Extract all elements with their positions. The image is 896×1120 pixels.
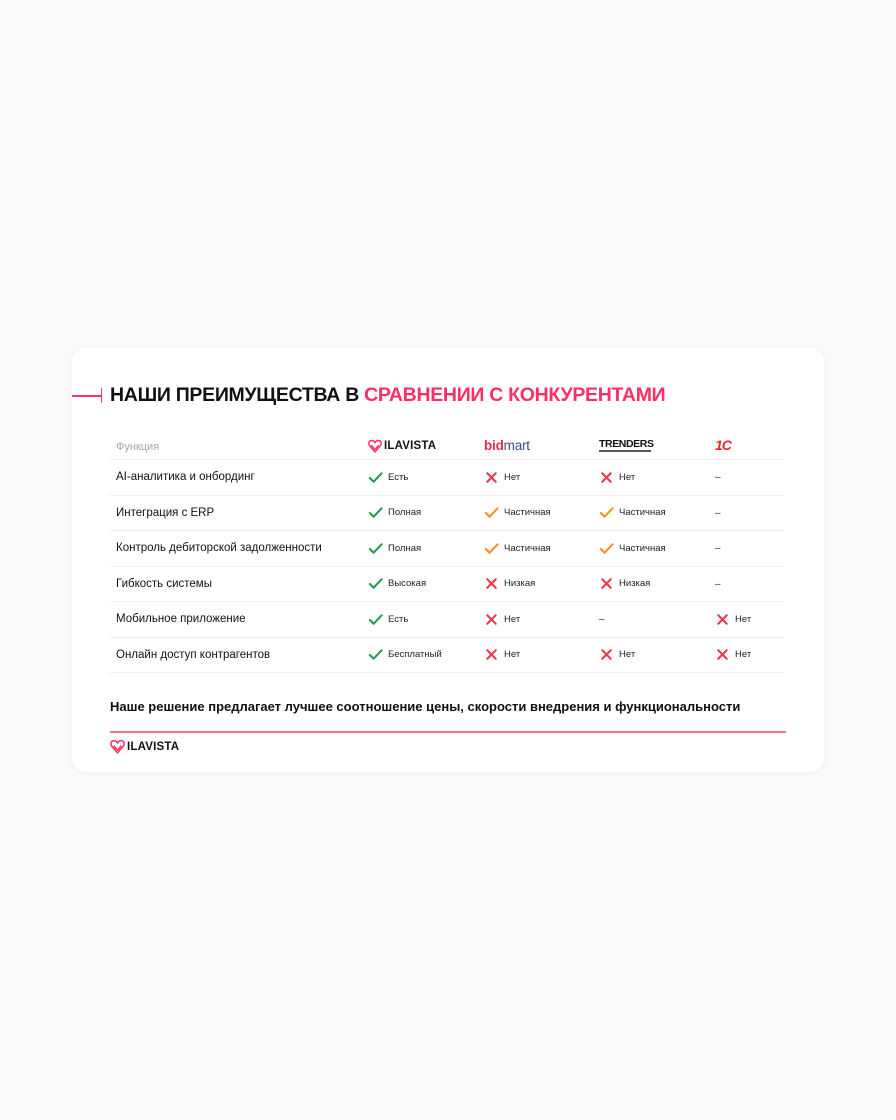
partial-check-icon [484,505,504,520]
status-value [484,576,599,591]
value-cell [484,637,599,673]
status-value [599,541,715,556]
value-cell [368,637,484,673]
trenders-name: TRENDERS [599,437,654,450]
status-value [368,541,484,556]
status-value [599,576,715,591]
trenders-logo [599,439,715,453]
status-text: Нет [619,471,636,483]
value-cell [484,531,599,567]
value-cell [715,637,784,673]
trenders-underline [599,450,651,452]
status-text: Нет [504,471,521,483]
feature-cell: Гибкость системы [110,566,368,602]
status-text: Низкая [504,578,536,590]
status-text: Нет [619,649,636,661]
cross-icon [484,470,504,485]
value-cell [368,566,484,602]
value-cell [599,602,715,638]
status-value [484,647,599,662]
bidmart-name-part1: bid [484,437,504,453]
check-icon [368,470,388,485]
value-cell [599,460,715,496]
status-text: Нет [504,613,521,625]
footer-brand [110,739,179,754]
table-row [110,602,784,638]
value-cell [368,602,484,638]
cross-icon [484,647,504,662]
status-text: Частичная [504,542,551,554]
value-cell [599,531,715,567]
table-row [110,531,784,567]
value-cell [599,495,715,531]
ilavista-name: ILAVISTA [384,439,437,452]
value-cell [368,495,484,531]
check-icon [368,647,388,662]
value-cell [484,566,599,602]
heart-icon [110,739,125,754]
value-cell [715,602,784,638]
dash-mark: – [715,578,721,590]
ilavista-logo [368,439,484,453]
value-cell [484,495,599,531]
status-value [484,612,599,627]
status-text: Нет [504,649,521,661]
status-value [484,505,599,520]
status-text: Частичная [619,507,666,519]
title-row [72,380,824,412]
function-column-header [110,432,368,460]
value-cell [715,531,784,567]
partial-check-icon [484,541,504,556]
table-body [110,460,784,673]
table-row [110,566,784,602]
page-title [110,384,665,407]
dash-mark: – [715,472,721,484]
status-value [368,470,484,485]
bidmart-name-part2: mart [503,437,530,453]
status-value [368,505,484,520]
status-text: Нет [735,613,752,625]
table-row [110,495,784,531]
status-text: Полная [388,542,422,554]
cross-icon [715,612,735,627]
cross-icon [599,576,619,591]
title-accent: СРАВНЕНИИ С КОНКУРЕНТАМИ [364,384,666,406]
status-text: Есть [388,471,409,483]
check-icon [368,612,388,627]
value-cell [484,602,599,638]
status-value [599,505,715,520]
1c-logo: 1С [715,436,731,453]
status-value [599,647,715,662]
check-icon [368,576,388,591]
check-icon [368,505,388,520]
value-cell [368,460,484,496]
value-cell [484,460,599,496]
status-value [715,612,784,627]
1c-column-header [715,432,784,460]
trenders-column-header [599,432,715,460]
partial-check-icon [599,505,619,520]
status-value [599,470,715,485]
function-header-label: Функция [116,440,160,453]
feature-cell: Онлайн доступ контрагентов [110,637,368,673]
status-text: Нет [735,649,752,661]
dash-mark: – [715,507,721,519]
cross-icon [715,647,735,662]
status-value [368,647,484,662]
dash-mark: – [715,543,721,555]
value-cell [715,566,784,602]
title-marker [72,395,102,397]
value-cell [599,566,715,602]
footer-logo [110,739,179,754]
status-text: Частичная [504,507,551,519]
cross-icon [599,470,619,485]
status-value [484,541,599,556]
status-text: Низкая [619,578,651,590]
feature-cell: Интеграция с ERP [110,495,368,531]
cross-icon [484,612,504,627]
cross-icon [599,647,619,662]
status-text: Полная [388,507,422,519]
status-text: Частичная [619,542,666,554]
heart-icon [368,439,382,453]
status-text: Высокая [388,578,427,590]
title-main: НАШИ ПРЕИМУЩЕСТВА В [110,384,365,406]
dash-mark: – [599,614,605,626]
status-value [368,612,484,627]
summary-text: Наше решение предлагает лучшее соотношение цены, скорости внедрения и функциональности [110,699,741,714]
partial-check-icon [599,541,619,556]
comparison-table [110,432,784,673]
summary-divider [110,731,786,733]
bidmart-logo [484,438,530,453]
check-icon [368,541,388,556]
feature-cell: AI-аналитика и онбординг [110,460,368,496]
feature-cell: Мобильное приложение [110,602,368,638]
status-value [715,647,784,662]
table-row [110,637,784,673]
table-header-row [110,432,784,460]
status-text: Есть [388,613,409,625]
footer-brand-name: ILAVISTA [127,740,180,753]
status-value [368,576,484,591]
bidmart-column-header [484,432,599,460]
status-value [484,470,599,485]
comparison-card [72,348,824,772]
cross-icon [484,576,504,591]
ilavista-column-header [368,432,484,460]
value-cell [368,531,484,567]
status-text: Бесплатный [388,649,442,661]
value-cell [715,460,784,496]
feature-cell: Контроль дебиторской задолженности [110,531,368,567]
table-row [110,460,784,496]
value-cell [715,495,784,531]
value-cell [599,637,715,673]
